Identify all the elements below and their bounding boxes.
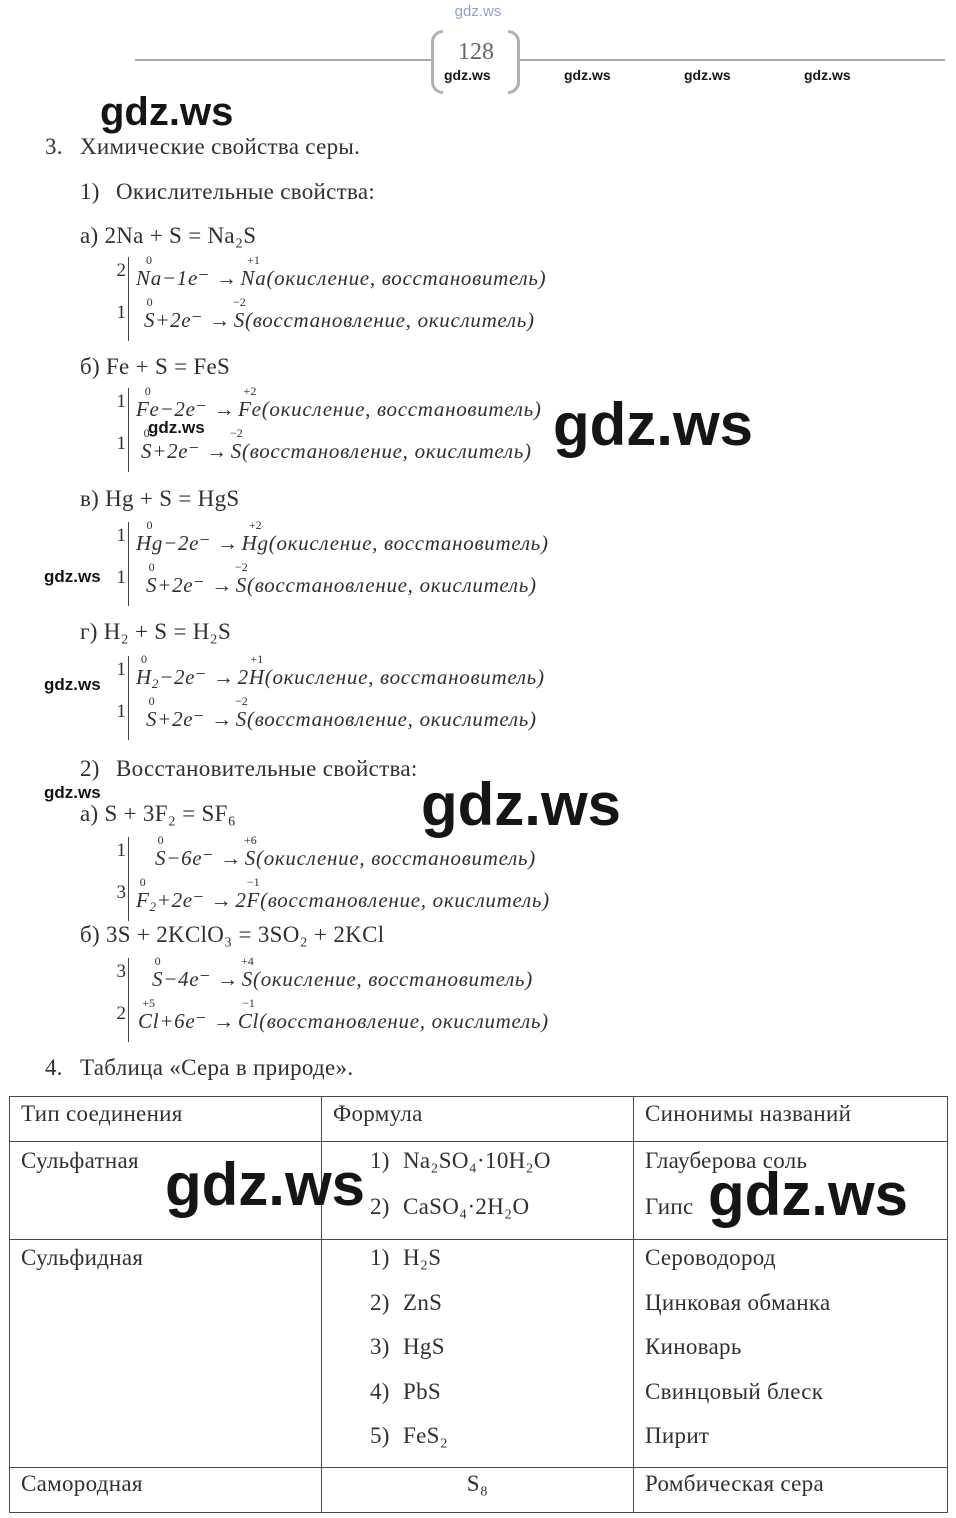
watermark-text: gdz.ws xyxy=(708,1161,909,1228)
oxidation-state: +4 xyxy=(241,954,254,968)
electrons-transferred: +6e⁻ xyxy=(159,1009,208,1033)
watermark-text: gdz.ws xyxy=(421,771,622,838)
reaction-letter: б) xyxy=(80,354,100,379)
balance-coefficient: 2 xyxy=(116,1003,126,1024)
formula-number: 3) xyxy=(370,1334,390,1359)
chemical-species xyxy=(146,560,158,597)
reaction-equation: S + 3F₂ = SF₆ xyxy=(104,801,237,826)
element-with-oxidation-state xyxy=(146,694,158,731)
section-title: Таблица «Сера в природе». xyxy=(80,1055,354,1080)
oxidation-state: −2 xyxy=(230,426,243,440)
process-description: (окисление, восстановитель) xyxy=(256,846,536,870)
watermark-text: gdz.ws xyxy=(100,90,234,134)
element-with-oxidation-state xyxy=(136,652,152,689)
oxidation-state: +2 xyxy=(248,518,262,532)
formula-number: 5) xyxy=(370,1423,390,1448)
half-reaction xyxy=(136,875,550,921)
half-reaction xyxy=(136,996,549,1042)
oxidation-state: 0 xyxy=(140,652,147,666)
formula-cell xyxy=(322,1142,634,1240)
section-number: 3. xyxy=(45,134,63,159)
balance-coefficient: 1 xyxy=(116,659,126,680)
half-reactions xyxy=(128,833,550,921)
element-with-oxidation-state xyxy=(144,295,156,332)
coefficient-column xyxy=(114,257,128,341)
chemical-species xyxy=(238,384,262,421)
column-header-formula xyxy=(322,1097,634,1142)
oxidation-state: +2 xyxy=(243,384,257,398)
half-reactions xyxy=(128,518,549,606)
half-reaction xyxy=(136,518,549,564)
column-header-type xyxy=(10,1097,322,1142)
element-with-oxidation-state xyxy=(241,954,254,991)
half-reaction xyxy=(136,652,545,698)
formula-number: 1) xyxy=(370,1245,390,1270)
reaction-equation-line xyxy=(80,222,256,250)
chemical-species xyxy=(237,652,265,689)
half-reaction xyxy=(136,295,546,341)
watermark-text: gdz.ws xyxy=(44,675,101,694)
compound-type: Сульфатная xyxy=(21,1148,139,1173)
formula-item xyxy=(370,1193,633,1221)
electrons-transferred: +2e⁻ xyxy=(152,439,201,463)
process-description: (восстановление, окислитель) xyxy=(245,308,535,332)
electron-balance xyxy=(114,833,550,921)
oxidation-state: 0 xyxy=(145,253,152,267)
chemical-formula: ZnS xyxy=(403,1289,443,1315)
formula-item xyxy=(370,1333,633,1361)
chemical-species xyxy=(152,954,164,991)
element-with-oxidation-state xyxy=(238,384,262,421)
electrons-transferred: +2e⁻ xyxy=(156,888,205,912)
formula-item xyxy=(370,1378,633,1406)
element-symbol: S xyxy=(235,707,247,731)
sulfur-in-nature-table xyxy=(9,1096,948,1513)
reaction-arrow: → xyxy=(206,439,228,463)
atom-count-subscript: 2 xyxy=(151,676,160,691)
watermark-text: gdz.ws xyxy=(165,1151,366,1218)
chemical-formula: FeS₂ xyxy=(403,1423,449,1448)
coefficient-column xyxy=(114,388,128,472)
chemical-species xyxy=(136,875,157,914)
chemical-formula: PbS xyxy=(403,1378,441,1404)
formula-cell xyxy=(322,1467,634,1512)
chemical-species xyxy=(235,875,261,912)
oxidation-state: +1 xyxy=(250,652,264,666)
element-symbol: S xyxy=(152,967,164,991)
electrons-transferred: −2e⁻ xyxy=(163,531,211,555)
balance-coefficient: 1 xyxy=(116,840,126,861)
chemical-species xyxy=(136,518,164,555)
element-with-oxidation-state xyxy=(136,518,164,555)
process-description: (окисление, восстановитель) xyxy=(264,665,545,689)
subsection-number: 2) xyxy=(80,756,100,781)
electrons-transferred: −2e⁻ xyxy=(159,397,208,421)
chemical-species xyxy=(235,560,248,597)
reaction-equation: Fe + S = FeS xyxy=(105,354,231,379)
chemical-species xyxy=(230,426,243,463)
reaction-equation-line xyxy=(80,353,230,381)
reaction-arrow: → xyxy=(213,397,236,421)
chemical-species xyxy=(244,833,257,870)
reaction-equation: 2Na + S = Na₂S xyxy=(104,223,257,248)
element-symbol: Cl xyxy=(237,1009,260,1033)
element-with-oxidation-state xyxy=(152,954,164,991)
mineral-name: Цинковая обманка xyxy=(645,1289,831,1315)
element-symbol: Na xyxy=(240,266,267,290)
element-symbol: S xyxy=(146,707,158,731)
chemical-species xyxy=(136,253,162,290)
chemical-species xyxy=(144,295,156,332)
process-description: (окисление, восстановитель) xyxy=(253,967,533,991)
watermark-text: gdz.ws xyxy=(684,67,731,83)
element-with-oxidation-state xyxy=(141,426,153,463)
coefficient-column xyxy=(114,522,128,606)
reaction-letter: г) xyxy=(80,619,98,644)
watermark-text: gdz.ws xyxy=(454,3,502,20)
mineral-name: Гипс xyxy=(645,1194,694,1219)
header-label: Формула xyxy=(333,1101,423,1126)
watermark-text: gdz.ws xyxy=(44,783,101,802)
element-symbol: S xyxy=(244,846,256,870)
half-reactions xyxy=(128,954,549,1042)
compound-type-cell xyxy=(10,1467,322,1512)
element-symbol: Fe xyxy=(238,397,262,421)
mineral-name: Свинцовый блеск xyxy=(645,1378,824,1404)
oxidation-state: 0 xyxy=(139,875,146,889)
reaction-arrow: → xyxy=(211,573,233,597)
mineral-name: Сероводород xyxy=(645,1245,776,1270)
process-description: (окисление, восстановитель) xyxy=(266,266,547,290)
electron-balance xyxy=(114,954,549,1042)
reaction-equation: H₂ + S = H₂S xyxy=(103,619,232,644)
mineral-name: Ромбическая сера xyxy=(645,1470,824,1496)
electrons-transferred: +2e⁻ xyxy=(157,573,206,597)
element-symbol: Na xyxy=(136,266,162,290)
header-rule-left xyxy=(135,59,432,61)
oxidation-state: 0 xyxy=(143,426,150,440)
reaction-letter: а) xyxy=(80,801,99,826)
reaction-equation-line xyxy=(80,921,384,949)
element-symbol: S xyxy=(235,573,247,597)
table-row xyxy=(10,1240,948,1468)
chemical-species xyxy=(235,694,248,731)
reaction-arrow: → xyxy=(217,967,239,991)
element-with-oxidation-state xyxy=(136,875,150,912)
electron-balance xyxy=(114,518,549,606)
chemical-formula: HgS xyxy=(403,1334,445,1359)
element-symbol: Hg xyxy=(241,531,269,555)
balance-coefficient: 1 xyxy=(116,302,126,323)
element-with-oxidation-state xyxy=(155,833,167,870)
balance-coefficient: 1 xyxy=(116,391,126,412)
element-symbol: H xyxy=(248,665,265,689)
electrons-transferred: −2e⁻ xyxy=(159,665,207,689)
formula-number: 2) xyxy=(370,1194,390,1219)
oxidation-state: 0 xyxy=(148,560,155,574)
half-reaction xyxy=(136,560,549,606)
chemical-species xyxy=(237,996,260,1033)
chemical-species xyxy=(241,518,269,555)
half-reaction xyxy=(136,253,547,299)
oxidation-state: +6 xyxy=(244,833,257,847)
element-with-oxidation-state xyxy=(235,694,248,731)
reaction-equation: Hg + S = HgS xyxy=(105,486,240,511)
reaction-equation-line xyxy=(80,618,231,646)
section-title: Химические свойства серы. xyxy=(80,134,361,159)
element-symbol: Hg xyxy=(136,531,164,555)
electrons-transferred: −6e⁻ xyxy=(166,846,215,870)
compound-type-cell xyxy=(10,1240,322,1468)
coefficient-column xyxy=(114,837,128,921)
element-with-oxidation-state xyxy=(138,996,160,1033)
balance-coefficient: 1 xyxy=(116,701,126,722)
element-symbol: S xyxy=(144,308,156,332)
column-header-synonyms xyxy=(634,1097,948,1142)
electron-balance xyxy=(114,652,545,740)
chemical-species xyxy=(141,426,153,463)
element-with-oxidation-state xyxy=(241,518,269,555)
element-with-oxidation-state xyxy=(246,875,261,912)
reaction-arrow: → xyxy=(215,266,238,290)
atom-count-subscript: 2 xyxy=(149,899,157,914)
oxidation-state: −2 xyxy=(233,295,246,309)
section-number: 4. xyxy=(45,1055,63,1080)
chemical-formula: Na₂SO₄·10H₂O xyxy=(403,1148,551,1173)
half-reactions xyxy=(128,652,545,740)
compound-type: Самородная xyxy=(21,1470,143,1496)
electrons-transferred: +2e⁻ xyxy=(155,308,204,332)
reaction-equation: 3S + 2KClO₃ = 3SO₂ + 2KCl xyxy=(105,922,385,947)
element-symbol: S xyxy=(155,846,167,870)
process-description: (окисление, восстановитель) xyxy=(268,531,549,555)
element-symbol: Cl xyxy=(138,1009,160,1033)
oxidation-state: 0 xyxy=(157,833,164,847)
subsection-number: 1) xyxy=(80,179,100,204)
reaction-arrow: → xyxy=(209,308,231,332)
balance-coefficient: 1 xyxy=(116,433,126,454)
reaction-letter: б) xyxy=(80,922,100,947)
reaction-arrow: → xyxy=(216,531,239,555)
mineral-name: Пирит xyxy=(645,1423,710,1448)
formula-item xyxy=(370,1147,633,1175)
oxidation-state: 0 xyxy=(154,954,161,968)
balance-coefficient: 3 xyxy=(116,882,126,903)
subsection-title: Окислительные свойства: xyxy=(116,179,376,204)
table-header-row xyxy=(10,1097,948,1142)
formula-item xyxy=(370,1422,633,1450)
formula-cell xyxy=(322,1240,634,1468)
page-number: 128 xyxy=(458,39,494,65)
element-with-oxidation-state xyxy=(237,996,260,1033)
oxidation-state: 0 xyxy=(146,295,153,309)
formula-item xyxy=(370,1244,633,1272)
reaction-arrow: → xyxy=(211,707,233,731)
chemical-formula: S₈ xyxy=(466,1470,489,1496)
element-with-oxidation-state xyxy=(240,253,267,290)
chemical-species xyxy=(138,996,160,1033)
synonyms-cell xyxy=(634,1240,948,1468)
element-symbol: F xyxy=(246,888,261,912)
balance-coefficient: 3 xyxy=(116,961,126,982)
reaction-arrow: → xyxy=(220,846,242,870)
electron-balance xyxy=(114,253,547,341)
element-with-oxidation-state xyxy=(233,295,246,332)
chemical-species xyxy=(241,954,254,991)
stoichiometric-factor: 2 xyxy=(237,665,249,689)
process-description: (восстановление, окислитель) xyxy=(247,707,537,731)
element-with-oxidation-state xyxy=(136,384,160,421)
chemical-formula: H₂S xyxy=(403,1245,442,1270)
reaction-letter: в) xyxy=(80,486,100,511)
oxidation-state: 0 xyxy=(144,384,151,398)
electrons-transferred: +2e⁻ xyxy=(157,707,206,731)
process-description: (восстановление, окислитель) xyxy=(242,439,532,463)
electrons-transferred: −4e⁻ xyxy=(163,967,212,991)
half-reaction xyxy=(136,694,545,740)
watermark-text: gdz.ws xyxy=(148,418,205,437)
element-with-oxidation-state xyxy=(146,560,158,597)
oxidation-state: −2 xyxy=(235,694,248,708)
balance-coefficient: 1 xyxy=(116,567,126,588)
balance-coefficient: 1 xyxy=(116,525,126,546)
header-label: Синонимы названий xyxy=(645,1101,852,1126)
element-symbol: F xyxy=(136,888,150,912)
half-reaction xyxy=(136,833,550,879)
coefficient-column xyxy=(114,656,128,740)
watermark-text: gdz.ws xyxy=(553,391,754,458)
reaction-arrow: → xyxy=(212,665,235,689)
watermark-text: gdz.ws xyxy=(564,67,611,83)
oxidation-state: −1 xyxy=(246,875,260,889)
oxidation-state: +5 xyxy=(142,996,156,1010)
oxidation-state: +1 xyxy=(247,253,260,267)
element-symbol: S xyxy=(146,573,158,597)
oxidation-state: −2 xyxy=(235,560,248,574)
header-rule-right xyxy=(519,59,945,61)
half-reactions xyxy=(128,253,547,341)
formula-number: 2) xyxy=(370,1289,390,1315)
watermark-text: gdz.ws xyxy=(804,67,851,83)
process-description: (восстановление, окислитель) xyxy=(259,1009,549,1033)
reaction-arrow: → xyxy=(210,888,233,912)
chemical-species xyxy=(155,833,167,870)
element-symbol: Fe xyxy=(136,397,160,421)
element-symbol: S xyxy=(141,439,153,463)
chemical-formula: CaSO₄·2H₂O xyxy=(403,1194,530,1219)
coefficient-column xyxy=(114,958,128,1042)
process-description: (окисление, восстановитель) xyxy=(261,397,542,421)
formula-item xyxy=(370,1289,633,1317)
process-description: (восстановление, окислитель) xyxy=(247,573,537,597)
element-symbol: S xyxy=(230,439,242,463)
oxidation-state: −1 xyxy=(242,996,255,1010)
watermark-text: gdz.ws xyxy=(444,67,491,83)
reaction-equation-line xyxy=(80,800,236,828)
formula-number: 1) xyxy=(370,1148,390,1173)
process-description: (восстановление, окислитель) xyxy=(260,888,550,912)
reaction-letter: а) xyxy=(80,223,99,248)
header-label: Тип соединения xyxy=(21,1101,183,1126)
mineral-name: Киноварь xyxy=(645,1334,742,1359)
element-with-oxidation-state xyxy=(230,426,243,463)
element-with-oxidation-state xyxy=(235,560,248,597)
chemical-species xyxy=(240,253,267,290)
electrons-transferred: −1e⁻ xyxy=(161,266,210,290)
oxidation-state: 0 xyxy=(146,518,153,532)
synonyms-cell xyxy=(634,1467,948,1512)
compound-type: Сульфидная xyxy=(21,1245,144,1270)
element-symbol: S xyxy=(233,308,245,332)
mineral-name: Глауберова соль xyxy=(645,1148,808,1173)
element-with-oxidation-state xyxy=(244,833,257,870)
element-with-oxidation-state xyxy=(248,652,265,689)
element-symbol: H xyxy=(136,665,152,689)
element-with-oxidation-state xyxy=(136,253,162,290)
balance-coefficient: 2 xyxy=(116,260,126,281)
half-reaction xyxy=(136,954,549,1000)
watermark-text: gdz.ws xyxy=(44,567,101,586)
table-row xyxy=(10,1467,948,1512)
subsection-title: Восстановительные свойства: xyxy=(116,756,418,781)
stoichiometric-factor: 2 xyxy=(235,888,247,912)
chemical-species xyxy=(146,694,158,731)
reaction-arrow: → xyxy=(213,1009,235,1033)
formula-number: 4) xyxy=(370,1378,390,1404)
reaction-equation-line xyxy=(80,485,239,513)
element-symbol: S xyxy=(241,967,253,991)
oxidation-state: 0 xyxy=(148,694,155,708)
chemical-species xyxy=(136,652,160,691)
chemical-species xyxy=(233,295,246,332)
